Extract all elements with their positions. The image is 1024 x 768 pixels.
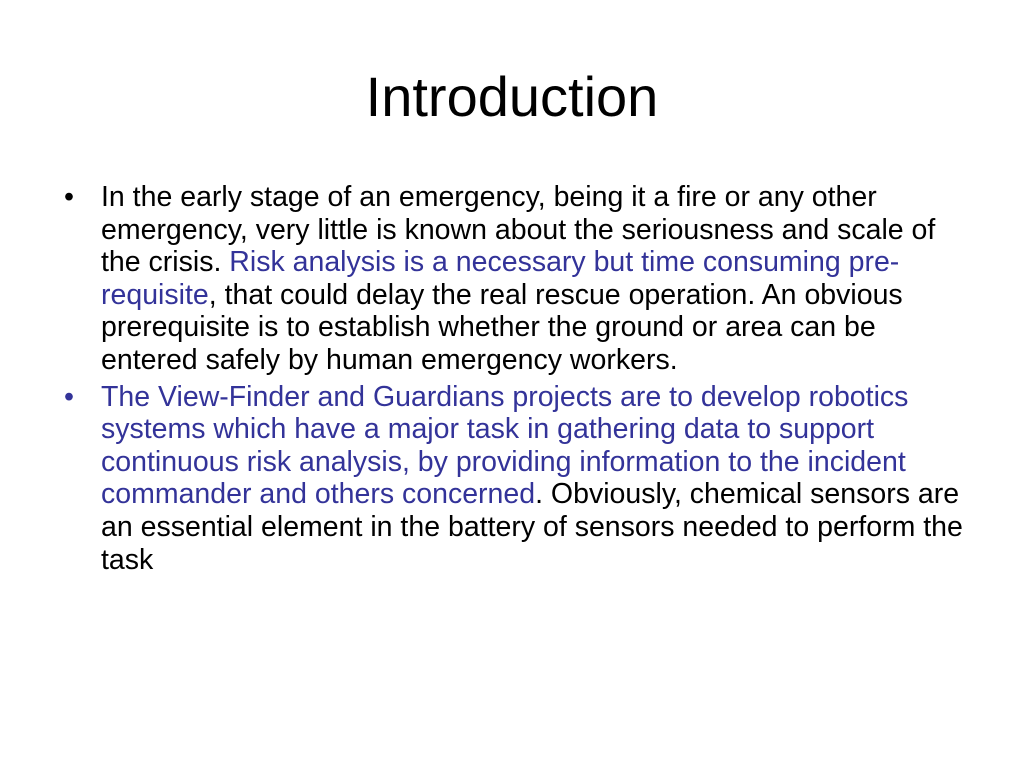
- bullet-marker: •: [64, 181, 74, 213]
- bullet-1-text: In the early stage of an emergency, being it a fire or any other emergency, very little is known about the seriousness and scale of the crisis.: [101, 181, 936, 279]
- bullet-item-1: [64, 181, 974, 377]
- bullet-2-text: . Obviously, chemical sensors are an essential element in the battery of sensors needed to perform the task: [101, 478, 963, 576]
- bullet-marker: •: [64, 380, 74, 413]
- bullet-item-2: [64, 381, 974, 577]
- bullet-list: [64, 181, 974, 580]
- bullet-1-text-cont: , that could delay the real rescue operation. An obvious prerequisite is to establish whether the ground or area can be entered safely by human emergency workers.: [101, 278, 903, 376]
- bullet-2-highlight: The View-Finder and Guardians projects are to develop robotics systems which have a major task in gathering data to support continuous risk analysis, by providing information to the incident commander and others concerned: [101, 380, 909, 511]
- bullet-1-highlight: Risk analysis is a necessary but time consuming pre-requisite: [101, 246, 900, 311]
- slide-title: Introduction: [365, 65, 659, 128]
